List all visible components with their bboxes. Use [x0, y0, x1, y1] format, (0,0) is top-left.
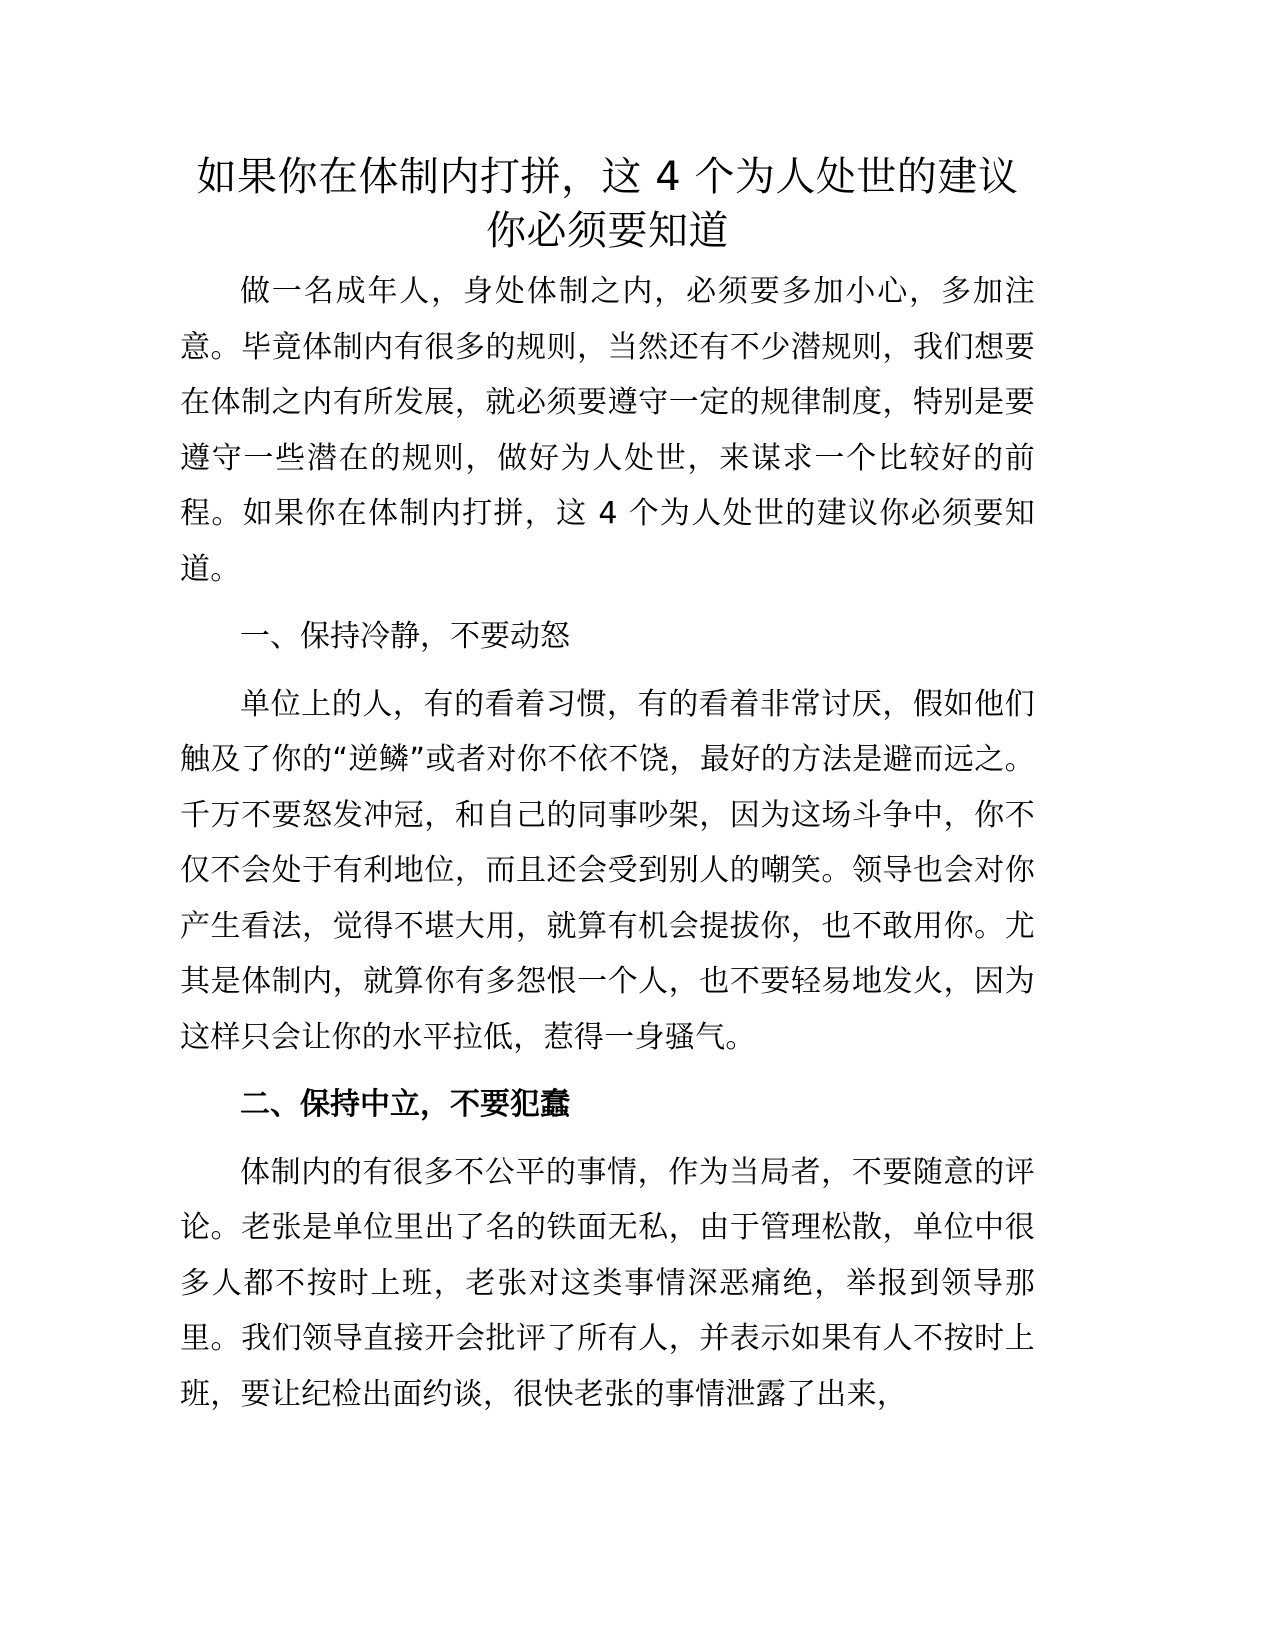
- document-title: [180, 150, 1035, 258]
- title-line-2: 你必须要知道: [486, 208, 729, 254]
- intro-paragraph: 做一名成年人，身处体制之内，必须要多加小心，多加注意。毕竟体制内有很多的规则，当然还有不少潜规则，我们想要在体制之内有所发展，就必须要遵守一定的规律制度，特别是要遵守一些潜在的规则，做好为人处世，来谋求一个比较好的前程。如果你在体制内打拼，这 4 个为人处世的建议你必须要知道。: [180, 274, 1035, 587]
- title-line-1: 如果你在体制内打拼，这 4 个为人处世的建议: [196, 154, 1019, 200]
- section-2-paragraph: 体制内的有很多不公平的事情，作为当局者，不要随意的评论。老张是单位里出了名的铁面无私，由于管理松散，单位中很多人都不按时上班，老张对这类事情深恶痛绝，举报到领导那里。我们领导直接开会批评了所有人，并表示如果有人不按时上班，要让纪检出面约谈，很快老张的事情泄露了出来，: [180, 1154, 1035, 1412]
- section-1-paragraph: 单位上的人，有的看着习惯，有的看着非常讨厌，假如他们触及了你的“逆鳞”或者对你不依不饶，最好的方法是避而远之。千万不要怒发冲冠，和自己的同事吵架，因为这场斗争中，你不仅不会处于有利地位，而且还会受到别人的嘲笑。领导也会对你产生看法，觉得不堪大用，就算有机会提拔你，也不敢用你。尤其是体制内，就算你有多怨恨一个人，也不要轻易地发火，因为这样只会让你的水平拉低，惹得一身骚气。: [180, 686, 1035, 1055]
- document-body: [180, 150, 1035, 1422]
- section-1-heading: 一、保持冷静，不要动怒: [240, 619, 570, 654]
- section-2-heading: 二、保持中立，不要犯蠢: [240, 1087, 570, 1122]
